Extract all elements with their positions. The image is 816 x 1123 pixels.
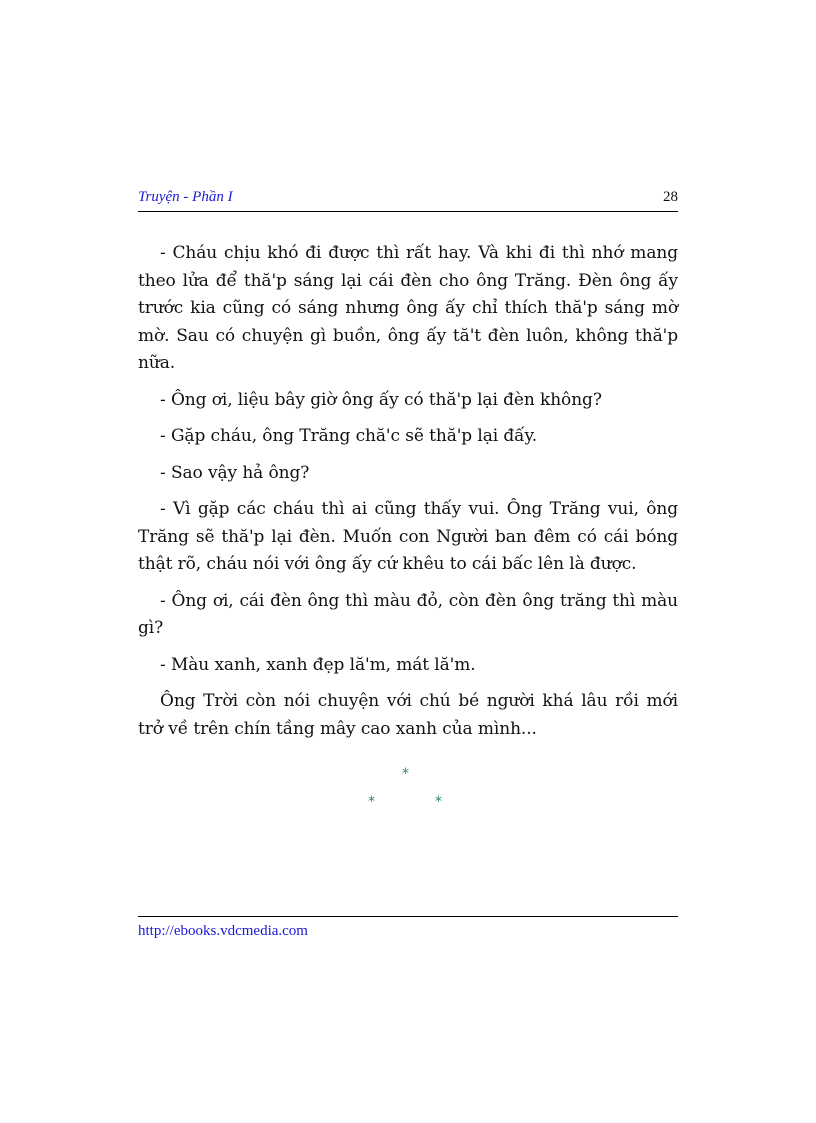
paragraph: - Ông ơi, cái đèn ông thì màu đỏ, còn đèn ông trăng thì màu gì? [138,590,678,638]
page-header [138,187,678,212]
asterisk-ornament-icon: * [402,766,409,782]
footer-website-link[interactable]: http://ebooks.vdcmedia.com [138,923,308,939]
story-body [138,240,678,752]
page-number: 28 [663,189,678,205]
paragraph: - Gặp cháu, ông Trăng chă'c sẽ thă'p lại đấy. [160,426,538,446]
paragraph: Ông Trời còn nói chuyện với chú bé người khá lâu rồi mới trở về trên chín tầng mây cao xanh của mình... [138,691,678,739]
asterisk-ornament-icon: * [368,794,375,810]
asterisk-ornament-icon: * [435,794,442,810]
footer-divider [138,916,678,917]
paragraph: - Cháu chịu khó đi được thì rất hay. Và khi đi thì nhớ mang theo lửa để thă'p sáng lại cái đèn cho ông Trăng. Đèn ông ấy trước kia cũng có sáng nhưng ông ấy chỉ thích thă'p sáng mờ mờ. Sau có chuyện gì buồn, ông ấy tă't đèn luôn, không thă'p nữa. [138,243,678,373]
chapter-title: Truyện - Phần I [138,189,233,205]
paragraph: - Ông ơi, liệu bây giờ ông ấy có thă'p lại đèn không? [160,389,602,410]
paragraph: - Vì gặp các cháu thì ai cũng thấy vui. Ông Trăng vui, ông Trăng sẽ thă'p lại đèn. Muốn con Người ban đêm có cái bóng thật rõ, cháu nói với ông ấy cứ khêu to cái bấc lên là được. [138,499,678,574]
section-ornament [0,766,816,816]
paragraph: - Sao vậy hả ông? [160,462,310,483]
paragraph: - Màu xanh, xanh đẹp lă'm, mát lă'm. [160,654,476,675]
